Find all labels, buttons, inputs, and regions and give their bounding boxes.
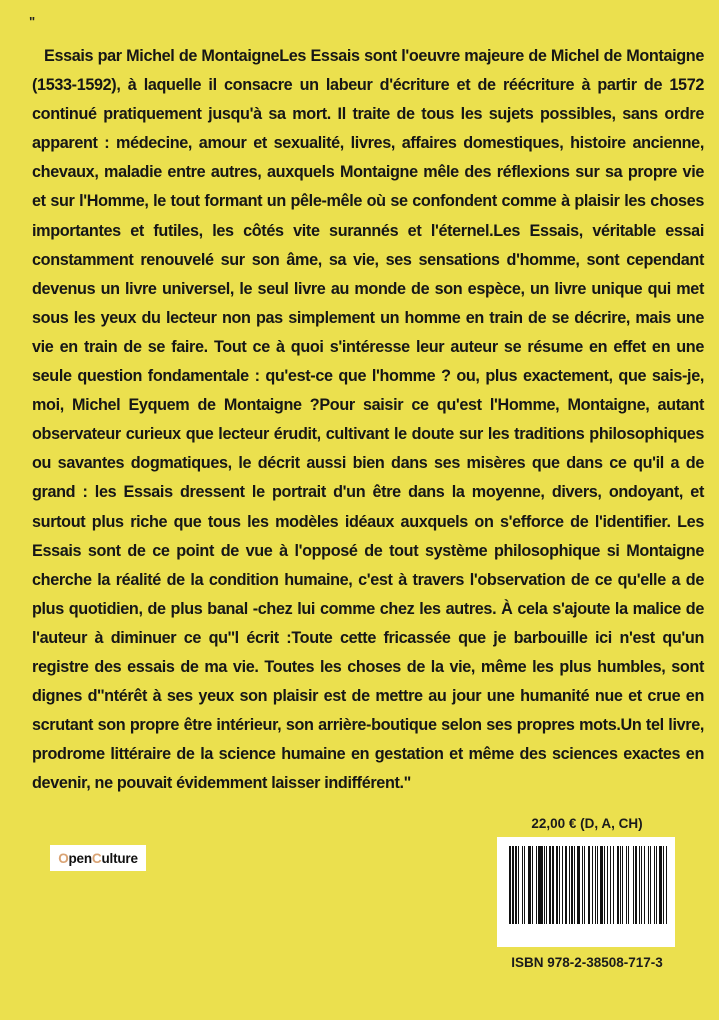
logo-text-ulture: ulture bbox=[101, 850, 138, 866]
price-label: 22,00 € (D, A, CH) bbox=[531, 816, 643, 831]
logo-text-pen: pen bbox=[68, 850, 92, 866]
logo-c-letter: C bbox=[91, 850, 102, 866]
barcode-space bbox=[667, 846, 668, 924]
opening-quote: " bbox=[29, 14, 36, 29]
barcode-bars bbox=[509, 846, 669, 924]
publisher-logo bbox=[50, 845, 146, 871]
back-cover-blurb: Essais par Michel de MontaigneLes Essais sont l'oeuvre majeure de Michel de Montaigne (1533-1592), à laquelle il consacre un labeur d'écriture et de réécriture à partir de 1572 continué pratiquement jusqu'à sa mort. Il traite de tous les sujets possibles, sans ordre apparent : médecine, amour et sexualité, livres, affaires domestiques, histoire ancienne, chevaux, maladie entre autres, auxquels Montaigne mêle des réflexions sur sa propre vie et sur l'Homme, le tout formant un pêle-mêle où se confondent comme à plaisir les choses importantes et futiles, les côtés vite surannés et l'éternel.Les Essais, véritable essai constamment renouvelé sur son âme, sa vie, ses sensations d'homme, sont cependant devenus un livre universel, le seul livre au monde de son espèce, un livre unique qui met sous les yeux du lecteur non pas simplement un homme en train de se décrire, mais une vie en train de se faire. Tout ce à quoi s'intéresse leur auteur se résume en effet en une seule question fondamentale : qu'est-ce que l'homme ? ou, plus exactement, que sais-je, moi, Michel Eyquem de Montaigne ?Pour saisir ce qu'est l'Homme, Montaigne, autant observateur curieux que lecteur érudit, cultivant le doute sur les traditions philosophiques ou savantes dogmatiques, le décrit aussi bien dans ses misères que dans ce qu'il a de grand : les Essais dressent le portrait d'un être dans la moyenne, divers, ondoyant, et surtout plus riche que tous les modèles idéaux auxquels on s'efforce de l'identifier. Les Essais sont de ce point de vue à l'opposé de tout système philosophique si Montaigne cherche la réalité de la condition humaine, c'est à travers l'observation de ce qu'elle a de plus quotidien, de plus banal -chez lui comme chez les autres. À cela s'ajoute la malice de l'auteur à diminuer ce qu''l écrit :Toute cette fricassée que je barbouille ici n'est qu'un registre des essais de ma vie. Toutes les choses de la vie, même les plus humbles, sont dignes d''ntérêt à ses yeux son plaisir est de mettre au jour une humanité nue et crue en scrutant son propre être intérieur, son arrière-boutique selon ses propres mots.Un tel livre, prodrome littéraire de la science humaine en gestation et même des sciences exactes en devenir, ne pouvait évidemment laisser indifférent." bbox=[32, 47, 704, 793]
logo-o-letter: O bbox=[58, 850, 69, 866]
barcode bbox=[497, 837, 675, 947]
isbn-label: ISBN 978-2-38508-717-3 bbox=[511, 955, 663, 970]
